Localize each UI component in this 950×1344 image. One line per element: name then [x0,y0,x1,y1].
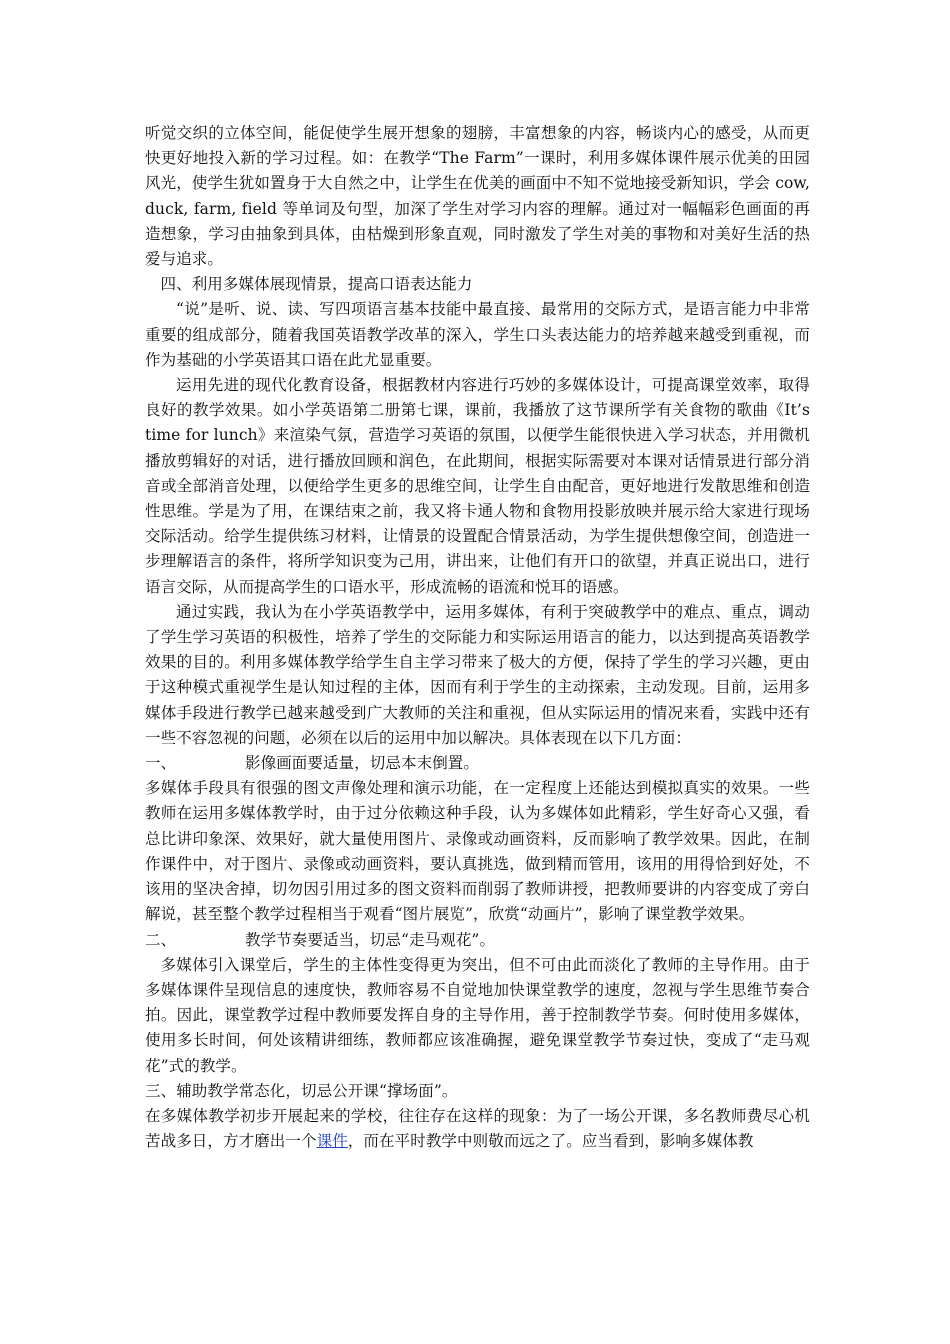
paragraph-open-class-before: 在多媒体教学初步开展起来的学校，往往存在这样的现象：为了一场公开课，多名教师费尽心机苦战多日，方才磨出一个 [145,1106,810,1151]
list-heading-3: 三、辅助教学常态化，切忌公开课“撑场面”。 [145,1081,458,1100]
paragraph-intro: 听觉交织的立体空间，能促使学生展开想象的翅膀，丰富想象的内容，畅谈内心的感受，从而更快更好地投入新的学习过程。如：在教学“The Farm”一课时，利用多媒体课件展示优美的田园风光，使学生犹如置身于大自然之中，让学生在优美的画面中不知不觉地接受新知识，学会 cow, duck, farm, field 等单词及句型，加深了学生对学习内容的理解。通过对一幅幅彩色画面的再造想象，学习由抽象到具体，由枯燥到形象直观，同时激发了学生对美的事物和对美好生活的热爱与追求。 [145,124,810,269]
paragraph-open-class [145,1104,810,1154]
paragraph-rhythm: 多媒体引入课堂后，学生的主体性变得更为突出，但不可由此而淡化了教师的主导作用。由于多媒体课件呈现信息的速度快，教师容易不自觉地加快课堂教学的速度，忽视与学生思维节奏合拍。因此，课堂教学过程中教师要发挥自身的主导作用，善于控制教学节奏。何时使用多媒体，使用多长时间，何处该精讲细练，教师都应该准确握，避免课堂教学节奏过快，变成了“走马观花”式的教学。 [145,955,810,1075]
list-number-2: 二、 [145,930,177,949]
section-heading-4: 四、利用多媒体展现情景，提高口语表达能力 [160,275,473,294]
list-number-1: 一、 [145,754,177,773]
document-body [145,121,810,1154]
paragraph-speaking: “说”是听、说、读、写四项语言基本技能中最直接、最常用的交际方式，是语言能力中非常重要的组成部分，随着我国英语教学改革的深入，学生口头表达能力的培养越来越受到重视，而作为基础的小学英语其口语在此尤显重要。 [145,300,810,369]
list-heading-2 [145,928,810,953]
paragraph-open-class-after: ，而在平时教学中则敬而远之了。应当看到，影响多媒体教 [347,1132,754,1151]
courseware-link[interactable]: 课件 [316,1132,348,1151]
paragraph-lesson-example: 运用先进的现代化教育设备，根据教材内容进行巧妙的多媒体设计，可提高课堂效率，取得良好的教学效果。如小学英语第二册第七课，课前，我播放了这节课所学有关食物的歌曲《It’s time for lunch》来渲染气氛，营造学习英语的氛围，以便学生能很快进入学习状态，并用微机播放剪辑好的对话，进行播放回顾和润色，在此期间，根据实际需要对本课对话情景进行部分消音或全部消音处理，以便给学生更多的思维空间，让学生自由配音，更好地进行发散思维和创造性思维。学是为了用，在课结束之前，我又将卡通人物和食物用投影放映并展示给大家进行现场交际活动。给学生提供练习材料，让情景的设置配合情景活动，为学生提供想像空间，创造进一步理解语言的条件，将所学知识变为己用，讲出来，让他们有开口的欲望，并真正说出口，进行语言交际，从而提高学生的口语水平，形成流畅的语流和悦耳的语感。 [145,376,810,596]
list-text-1: 影像画面要适量，切忌本末倒置。 [245,754,480,773]
paragraph-practice-summary: 通过实践，我认为在小学英语教学中，运用多媒体，有利于突破教学中的难点、重点，调动了学生学习英语的积极性，培养了学生的交际能力和实际运用语言的能力，以达到提高英语教学效果的目的。利用多媒体教学给学生自主学习带来了极大的方便，保持了学生的学习兴趣，更由于这种模式重视学生是认知过程的主体，因而有利于学生的主动探索，主动发现。目前，运用多媒体手段进行教学已越来越受到广大教师的关注和重视，但从实际运用的情况来看，实践中还有一些不容忽视的问题，必须在以后的运用中加以解决。具体表现在以下几方面： [145,602,810,747]
paragraph-images: 多媒体手段具有很强的图文声像处理和演示功能，在一定程度上还能达到模拟真实的效果。一些教师在运用多媒体教学时，由于过分依赖这种手段，认为多媒体如此精彩，学生好奇心又强，看总比讲印象深、效果好，就大量使用图片、录像或动画资料，反而影响了教学效果。因此，在制作课件中，对于图片、录像或动画资料，要认真挑选，做到精而管用，该用的用得恰到好处，不该用的坚决舍掉，切勿因引用过多的图文资料而削弱了教师讲授，把教师要讲的内容变成了旁白解说，甚至整个教学过程相当于观看“图片展览”，欣赏“动画片”，影响了课堂教学效果。 [145,779,810,924]
list-heading-1 [145,751,810,776]
list-text-2: 教学节奏要适当，切忌“走马观花”。 [245,930,496,949]
